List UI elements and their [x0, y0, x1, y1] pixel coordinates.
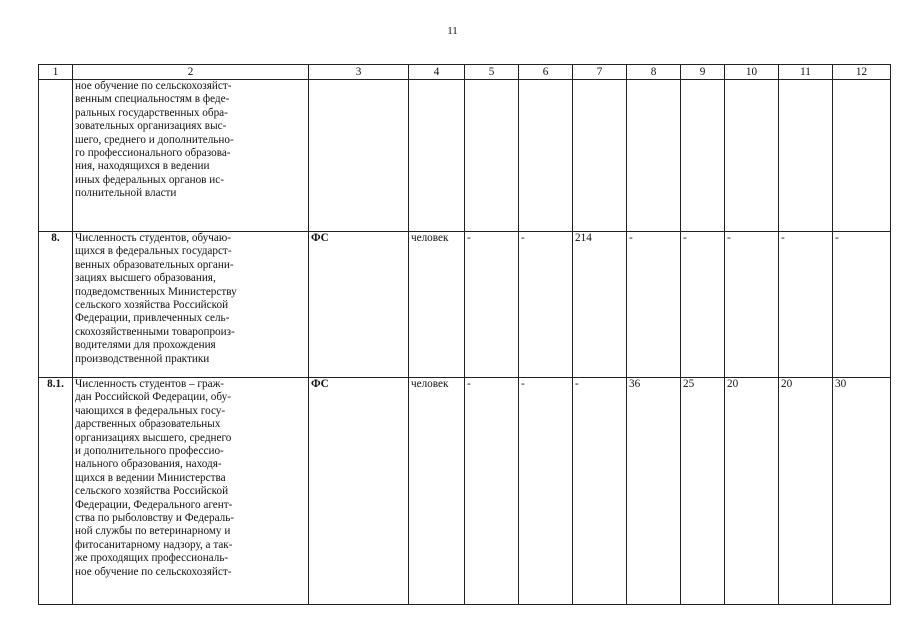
- value-cell: 30: [833, 378, 891, 605]
- description-line: скохозяйственными товаропроиз-: [75, 325, 235, 338]
- row-number: 8.1.: [39, 378, 73, 605]
- value-cell: -: [519, 378, 573, 605]
- value-cell: -: [725, 232, 779, 378]
- source-code: ФС: [309, 378, 409, 605]
- value-cell: 25: [681, 378, 725, 605]
- value-cell: [779, 80, 833, 232]
- description-line: нального образования, находя-: [75, 458, 222, 471]
- column-number-row: [39, 65, 891, 80]
- source-code: [309, 80, 409, 232]
- value-cell: -: [833, 232, 891, 378]
- column-header: 8: [627, 65, 681, 80]
- description-line: Федерации, привлеченных сель-: [75, 312, 230, 325]
- description-line: венных образовательных органи-: [75, 258, 234, 271]
- column-header: 1: [39, 65, 73, 80]
- description-line: сельского хозяйства Российской: [75, 485, 229, 498]
- description-line: дан Российской Федерации, обу-: [75, 391, 231, 404]
- description-line: шего, среднего и дополнительно-: [75, 133, 234, 146]
- value-cell: -: [465, 378, 519, 605]
- table-row: [39, 232, 891, 378]
- value-cell: -: [519, 232, 573, 378]
- column-header: 5: [465, 65, 519, 80]
- indicator-description: [73, 378, 309, 605]
- column-header: 7: [573, 65, 627, 80]
- column-header: 11: [779, 65, 833, 80]
- value-cell: -: [573, 378, 627, 605]
- description-line: Федерации, Федерального агент-: [75, 498, 233, 511]
- value-cell: [681, 80, 725, 232]
- description-line: го профессионального образова-: [75, 147, 231, 160]
- unit-of-measure: человек: [409, 378, 465, 605]
- description-line: производственной практики: [75, 352, 210, 365]
- table-body: [39, 80, 891, 605]
- description-line: дарственных образовательных: [75, 418, 221, 431]
- table-row: [39, 378, 891, 605]
- value-cell: [519, 80, 573, 232]
- source-code: ФС: [309, 232, 409, 378]
- description-line: Численность студентов – граж-: [75, 378, 225, 390]
- description-line: подведомственных Министерству: [75, 285, 237, 298]
- description-line: водителями для прохождения: [75, 339, 216, 352]
- value-cell: [465, 80, 519, 232]
- value-cell: -: [627, 232, 681, 378]
- indicator-description: [73, 232, 309, 378]
- description-line: фитосанитарному надзору, а так-: [75, 538, 233, 551]
- indicator-table: [38, 64, 891, 605]
- column-header: 2: [73, 65, 309, 80]
- description-line: полнительной власти: [75, 187, 177, 200]
- description-line: ное обучение по сельскохозяйст-: [75, 565, 232, 578]
- table-row: [39, 80, 891, 232]
- description-line: ной службы по ветеринарному и: [75, 525, 231, 538]
- description-line: ральных государственных обра-: [75, 106, 228, 119]
- value-cell: [833, 80, 891, 232]
- description-line: Численность студентов, обучаю-: [75, 232, 231, 244]
- description-line: чающихся в федеральных госу-: [75, 404, 226, 417]
- column-header: 9: [681, 65, 725, 80]
- description-line: ния, находящихся в ведении: [75, 160, 210, 173]
- value-cell: [573, 80, 627, 232]
- column-header: 3: [309, 65, 409, 80]
- description-line: ства по рыболовству и Федераль-: [75, 512, 235, 525]
- row-number: [39, 80, 73, 232]
- value-cell: 20: [725, 378, 779, 605]
- column-header: 10: [725, 65, 779, 80]
- value-cell: 20: [779, 378, 833, 605]
- description-line: венным специальностям в феде-: [75, 93, 230, 106]
- value-cell: -: [465, 232, 519, 378]
- column-header: 12: [833, 65, 891, 80]
- description-line: зовательных организациях выс-: [75, 120, 227, 133]
- value-cell: [725, 80, 779, 232]
- column-header: 6: [519, 65, 573, 80]
- unit-of-measure: человек: [409, 232, 465, 378]
- value-cell: [627, 80, 681, 232]
- value-cell: -: [681, 232, 725, 378]
- description-line: же проходящих профессиональ-: [75, 552, 229, 565]
- row-number: 8.: [39, 232, 73, 378]
- description-line: ное обучение по сельскохозяйст-: [75, 80, 232, 92]
- value-cell: 36: [627, 378, 681, 605]
- value-cell: -: [779, 232, 833, 378]
- description-line: щихся в ведении Министерства: [75, 471, 226, 484]
- indicator-description: [73, 80, 309, 232]
- value-cell: 214: [573, 232, 627, 378]
- description-line: сельского хозяйства Российской: [75, 299, 229, 312]
- description-line: и дополнительного профессио-: [75, 445, 224, 458]
- column-header: 4: [409, 65, 465, 80]
- unit-of-measure: [409, 80, 465, 232]
- description-line: зациях высшего образования,: [75, 272, 216, 285]
- description-line: иных федеральных органов ис-: [75, 173, 224, 186]
- description-line: щихся в федеральных государст-: [75, 245, 232, 258]
- description-line: организациях высшего, среднего: [75, 431, 232, 444]
- page-number: 11: [447, 25, 458, 37]
